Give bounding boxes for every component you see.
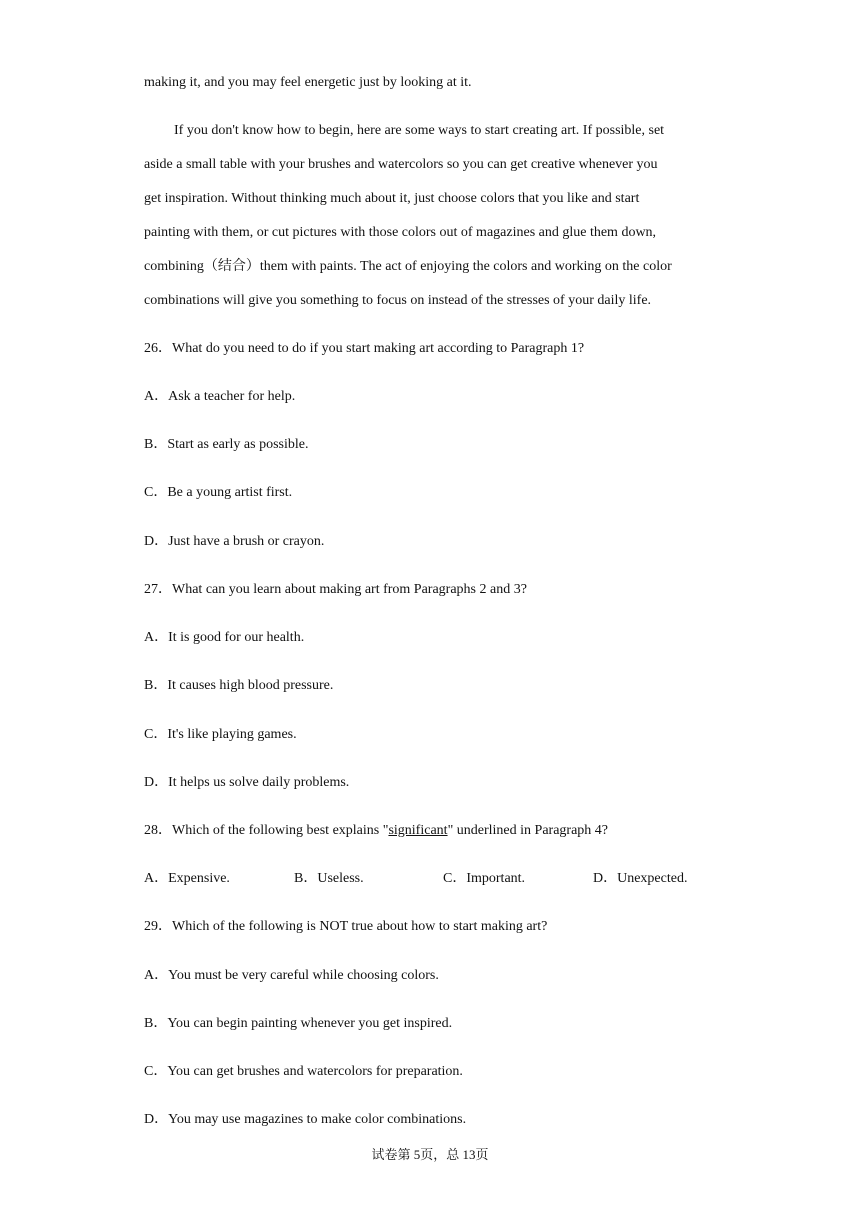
question-29-stem: 29．Which of the following is NOT true about how to start making art? (144, 919, 548, 934)
question-28-option-a[interactable]: A．Expensive. (144, 871, 230, 886)
question-29-option-c[interactable]: C．You can get brushes and watercolors for preparation. (144, 1064, 463, 1079)
passage-line-5: painting with them, or cut pictures with those colors out of magazines and glue them down, (144, 225, 657, 240)
question-27-option-d[interactable]: D．It helps us solve daily problems. (144, 775, 350, 790)
question-28-underlined-word: significant (388, 823, 448, 838)
question-26-option-a[interactable]: A．Ask a teacher for help. (144, 389, 296, 404)
passage-line-6: combining（结合）them with paints. The act of enjoying the colors and working on the color (144, 259, 672, 274)
question-28-stem-after: " underlined in Paragraph 4? (447, 823, 609, 838)
question-29-option-d[interactable]: D．You may use magazines to make color combinations. (144, 1112, 467, 1127)
passage-line-4: get inspiration. Without thinking much about it, just choose colors that you like and start (144, 191, 640, 206)
passage-line-2: If you don't know how to begin, here are some ways to start creating art. If possible, set (174, 123, 665, 138)
passage-line-7: combinations will give you something to focus on instead of the stresses of your daily life. (144, 293, 652, 308)
question-26-option-b[interactable]: B．Start as early as possible. (144, 437, 309, 452)
passage-line-1: making it, and you may feel energetic just by looking at it. (144, 75, 472, 90)
question-26-stem: 26．What do you need to do if you start making art according to Paragraph 1? (144, 341, 585, 356)
question-27-stem: 27．What can you learn about making art from Paragraphs 2 and 3? (144, 582, 527, 597)
question-28-stem-before: 28．Which of the following best explains " (144, 823, 389, 838)
page-footer: 试卷第 5页，总 13页 (371, 1147, 489, 1162)
question-26-option-c[interactable]: C．Be a young artist first. (144, 485, 293, 500)
question-27-option-a[interactable]: A．It is good for our health. (144, 630, 305, 645)
passage-line-3: aside a small table with your brushes and watercolors so you can get creative whenever you (144, 157, 658, 172)
question-29-option-a[interactable]: A．You must be very careful while choosing colors. (144, 968, 439, 983)
question-28-option-b[interactable]: B．Useless. (294, 871, 364, 886)
question-28-stem (144, 822, 608, 840)
question-26-option-d[interactable]: D．Just have a brush or crayon. (144, 534, 325, 549)
question-27-option-c[interactable]: C．It's like playing games. (144, 727, 297, 742)
question-28-option-d[interactable]: D．Unexpected. (593, 871, 688, 886)
question-28-option-c[interactable]: C．Important. (443, 871, 526, 886)
question-27-option-b[interactable]: B．It causes high blood pressure. (144, 678, 334, 693)
question-29-option-b[interactable]: B．You can begin painting whenever you get inspired. (144, 1016, 453, 1031)
